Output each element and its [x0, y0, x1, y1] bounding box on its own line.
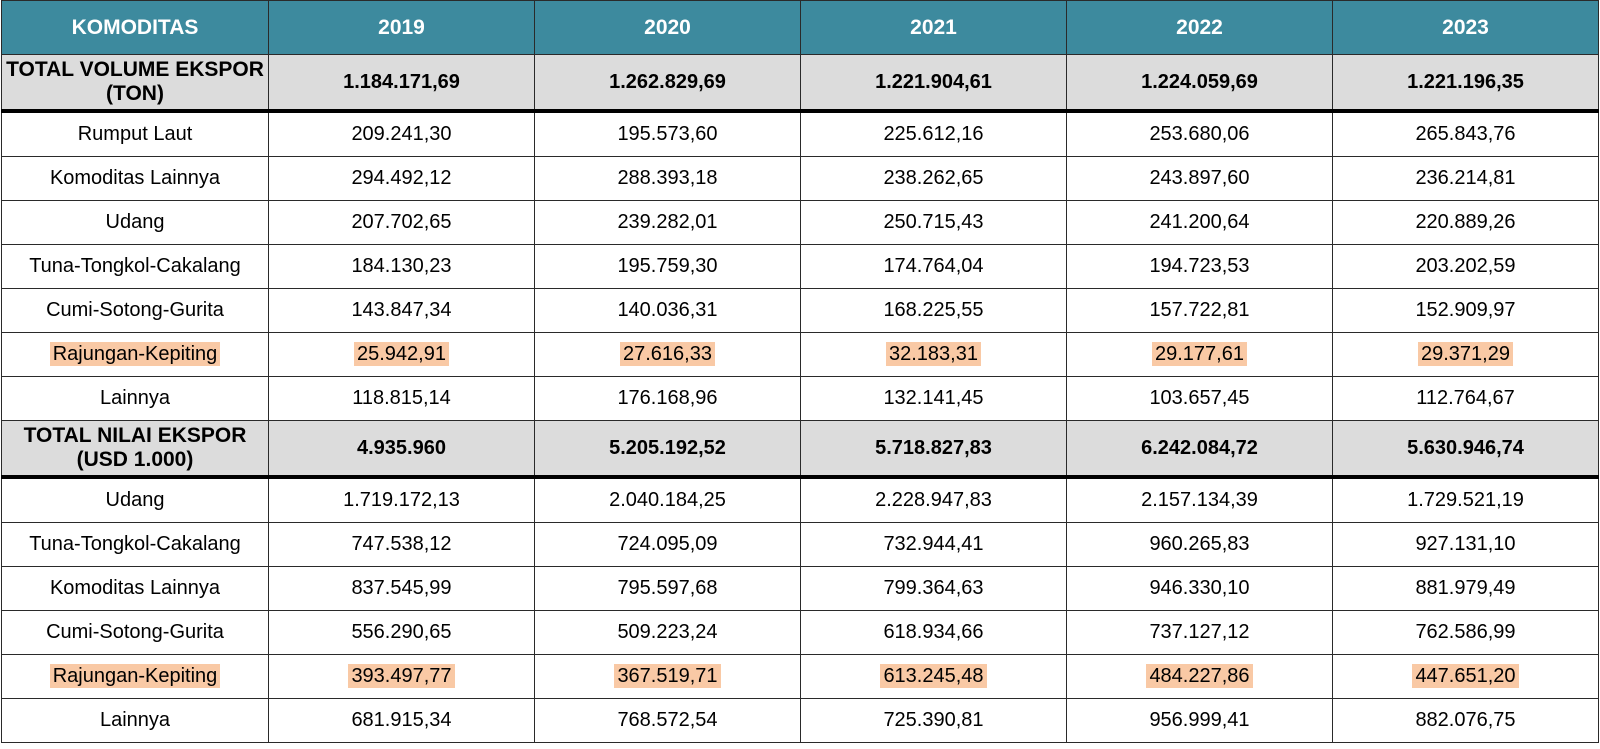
cell-value: 25.942,91	[354, 342, 449, 366]
value-cell	[1333, 523, 1599, 567]
value-cell	[801, 157, 1067, 201]
cell-value: 209.241,30	[351, 123, 452, 145]
cell-value: 207.702,65	[351, 211, 452, 233]
commodity-cell	[2, 289, 269, 333]
cell-value: 737.127,12	[1149, 621, 1250, 643]
table-row	[2, 477, 1599, 523]
header-year: 2021	[801, 1, 1067, 55]
cell-value: 837.545,99	[351, 577, 452, 599]
cell-value: 195.573,60	[617, 123, 718, 145]
total-value: 5.630.946,74	[1333, 421, 1599, 478]
commodity-cell	[2, 699, 269, 743]
table-row	[2, 157, 1599, 201]
table-row	[2, 567, 1599, 611]
cell-value: 194.723,53	[1149, 255, 1250, 277]
commodity-cell	[2, 655, 269, 699]
total-value: 1.224.059,69	[1067, 55, 1333, 112]
value-cell	[535, 377, 801, 421]
cell-value: 2.040.184,25	[609, 489, 726, 511]
cell-value: 1.729.521,19	[1407, 489, 1524, 511]
header-year: 2023	[1333, 1, 1599, 55]
cell-value: 762.586,99	[1415, 621, 1516, 643]
total-value: 4.935.960	[269, 421, 535, 478]
value-cell	[535, 333, 801, 377]
cell-value: 238.262,65	[883, 167, 984, 189]
value-cell	[1333, 611, 1599, 655]
value-cell	[269, 567, 535, 611]
header-commodity: KOMODITAS	[2, 1, 269, 55]
commodity-cell	[2, 523, 269, 567]
cell-value: 882.076,75	[1415, 709, 1516, 731]
value-cell	[1067, 157, 1333, 201]
value-cell	[1333, 157, 1599, 201]
total-value: 6.242.084,72	[1067, 421, 1333, 478]
cell-value: 1.719.172,13	[343, 489, 460, 511]
commodity-cell	[2, 245, 269, 289]
cell-value: 112.764,67	[1416, 387, 1515, 409]
cell-value: 681.915,34	[351, 709, 452, 731]
commodity-cell	[2, 157, 269, 201]
cell-value: 103.657,45	[1149, 387, 1250, 409]
cell-value: 250.715,43	[883, 211, 984, 233]
commodity-label: Lainnya	[99, 709, 171, 731]
cell-value: 176.168,96	[617, 387, 718, 409]
value-cell	[1067, 111, 1333, 157]
value-cell	[535, 655, 801, 699]
value-cell	[269, 245, 535, 289]
value-cell	[801, 377, 1067, 421]
value-cell	[269, 289, 535, 333]
value-cell	[1333, 333, 1599, 377]
value-cell	[535, 699, 801, 743]
value-cell	[269, 111, 535, 157]
total-value: 1.221.904,61	[801, 55, 1067, 112]
value-cell	[1333, 377, 1599, 421]
cell-value: 265.843,76	[1415, 123, 1516, 145]
value-cell	[801, 477, 1067, 523]
table-row	[2, 333, 1599, 377]
value-cell	[535, 567, 801, 611]
cell-value: 225.612,16	[883, 123, 984, 145]
table-body	[2, 55, 1599, 743]
value-cell	[535, 523, 801, 567]
table-row	[2, 289, 1599, 333]
commodity-label: Cumi-Sotong-Gurita	[46, 621, 224, 643]
commodity-label: Rajungan-Kepiting	[50, 664, 221, 688]
cell-value: 556.290,65	[351, 621, 452, 643]
cell-value: 220.889,26	[1415, 211, 1516, 233]
value-cell	[1067, 699, 1333, 743]
commodity-label: Udang	[105, 211, 165, 233]
value-cell	[269, 377, 535, 421]
value-cell	[269, 611, 535, 655]
cell-value: 32.183,31	[886, 342, 981, 366]
value-cell	[801, 111, 1067, 157]
value-cell	[1067, 611, 1333, 655]
header-year: 2019	[269, 1, 535, 55]
value-cell	[535, 477, 801, 523]
cell-value: 27.616,33	[620, 342, 715, 366]
value-cell	[1333, 111, 1599, 157]
cell-value: 241.200,64	[1149, 211, 1250, 233]
header-year: 2022	[1067, 1, 1333, 55]
value-cell	[535, 157, 801, 201]
value-cell	[801, 289, 1067, 333]
cell-value: 2.228.947,83	[875, 489, 992, 511]
commodity-label: Rajungan-Kepiting	[50, 342, 221, 366]
table-row	[2, 699, 1599, 743]
cell-value: 29.177,61	[1152, 342, 1247, 366]
cell-value: 243.897,60	[1149, 167, 1250, 189]
value-cell	[1067, 201, 1333, 245]
value-cell	[801, 245, 1067, 289]
commodity-cell	[2, 567, 269, 611]
cell-value: 118.815,14	[352, 387, 451, 409]
cell-value: 393.497,77	[348, 664, 454, 688]
total-label: TOTAL NILAI EKSPOR (USD 1.000)	[2, 421, 269, 478]
commodity-label: Cumi-Sotong-Gurita	[46, 299, 224, 321]
value-cell	[1333, 699, 1599, 743]
cell-value: 946.330,10	[1149, 577, 1250, 599]
header-row	[2, 1, 1599, 55]
cell-value: 2.157.134,39	[1141, 489, 1258, 511]
table-row	[2, 111, 1599, 157]
cell-value: 294.492,12	[351, 167, 452, 189]
commodity-cell	[2, 611, 269, 655]
value-cell	[269, 201, 535, 245]
value-cell	[801, 655, 1067, 699]
total-label: TOTAL VOLUME EKSPOR (TON)	[2, 55, 269, 112]
cell-value: 168.225,55	[883, 299, 984, 321]
cell-value: 195.759,30	[617, 255, 718, 277]
cell-value: 618.934,66	[883, 621, 984, 643]
value-cell	[269, 523, 535, 567]
value-cell	[801, 523, 1067, 567]
cell-value: 239.282,01	[617, 211, 718, 233]
commodity-label: Komoditas Lainnya	[49, 577, 221, 599]
commodity-label: Komoditas Lainnya	[49, 167, 221, 189]
header-year: 2020	[535, 1, 801, 55]
value-cell	[269, 699, 535, 743]
value-cell	[1333, 477, 1599, 523]
cell-value: 747.538,12	[351, 533, 452, 555]
total-value: 5.205.192,52	[535, 421, 801, 478]
total-value: 1.221.196,35	[1333, 55, 1599, 112]
cell-value: 29.371,29	[1418, 342, 1513, 366]
cell-value: 152.909,97	[1415, 299, 1516, 321]
cell-value: 174.764,04	[883, 255, 984, 277]
cell-value: 203.202,59	[1415, 255, 1516, 277]
value-cell	[1333, 289, 1599, 333]
total-row	[2, 421, 1599, 478]
commodity-cell	[2, 477, 269, 523]
cell-value: 725.390,81	[883, 709, 984, 731]
value-cell	[1067, 523, 1333, 567]
value-cell	[269, 157, 535, 201]
cell-value: 140.036,31	[617, 299, 718, 321]
export-table	[1, 0, 1599, 743]
cell-value: 768.572,54	[617, 709, 718, 731]
value-cell	[1067, 245, 1333, 289]
commodity-cell	[2, 111, 269, 157]
cell-value: 367.519,71	[614, 664, 720, 688]
cell-value: 795.597,68	[617, 577, 718, 599]
value-cell	[269, 333, 535, 377]
commodity-label: Tuna-Tongkol-Cakalang	[29, 533, 241, 555]
value-cell	[801, 333, 1067, 377]
table-row	[2, 655, 1599, 699]
value-cell	[535, 245, 801, 289]
total-value: 1.262.829,69	[535, 55, 801, 112]
cell-value: 927.131,10	[1415, 533, 1516, 555]
value-cell	[1067, 377, 1333, 421]
value-cell	[535, 289, 801, 333]
cell-value: 956.999,41	[1149, 709, 1250, 731]
commodity-cell	[2, 201, 269, 245]
cell-value: 799.364,63	[883, 577, 984, 599]
cell-value: 960.265,83	[1149, 533, 1250, 555]
total-value: 5.718.827,83	[801, 421, 1067, 478]
cell-value: 732.944,41	[883, 533, 984, 555]
value-cell	[269, 477, 535, 523]
table-row	[2, 611, 1599, 655]
cell-value: 724.095,09	[617, 533, 718, 555]
value-cell	[1333, 655, 1599, 699]
cell-value: 484.227,86	[1146, 664, 1252, 688]
total-value: 1.184.171,69	[269, 55, 535, 112]
total-row	[2, 55, 1599, 112]
table-row	[2, 377, 1599, 421]
value-cell	[1067, 333, 1333, 377]
cell-value: 157.722,81	[1149, 299, 1250, 321]
value-cell	[535, 201, 801, 245]
commodity-cell	[2, 377, 269, 421]
cell-value: 509.223,24	[617, 621, 718, 643]
value-cell	[1067, 477, 1333, 523]
commodity-label: Tuna-Tongkol-Cakalang	[29, 255, 241, 277]
value-cell	[1333, 245, 1599, 289]
table-row	[2, 201, 1599, 245]
value-cell	[801, 201, 1067, 245]
cell-value: 447.651,20	[1412, 664, 1518, 688]
cell-value: 143.847,34	[351, 299, 452, 321]
cell-value: 132.141,45	[883, 387, 984, 409]
value-cell	[1067, 567, 1333, 611]
table-row	[2, 523, 1599, 567]
cell-value: 881.979,49	[1415, 577, 1516, 599]
table-row	[2, 245, 1599, 289]
cell-value: 236.214,81	[1415, 167, 1516, 189]
value-cell	[535, 611, 801, 655]
cell-value: 184.130,23	[351, 255, 452, 277]
cell-value: 613.245,48	[880, 664, 986, 688]
value-cell	[269, 655, 535, 699]
value-cell	[801, 611, 1067, 655]
commodity-label: Rumput Laut	[77, 123, 193, 145]
value-cell	[535, 111, 801, 157]
value-cell	[1333, 567, 1599, 611]
value-cell	[801, 699, 1067, 743]
commodity-label: Lainnya	[99, 387, 171, 409]
value-cell	[1067, 289, 1333, 333]
value-cell	[1333, 201, 1599, 245]
commodity-cell	[2, 333, 269, 377]
value-cell	[1067, 655, 1333, 699]
commodity-label: Udang	[105, 489, 165, 511]
value-cell	[801, 567, 1067, 611]
cell-value: 253.680,06	[1149, 123, 1250, 145]
cell-value: 288.393,18	[617, 167, 718, 189]
